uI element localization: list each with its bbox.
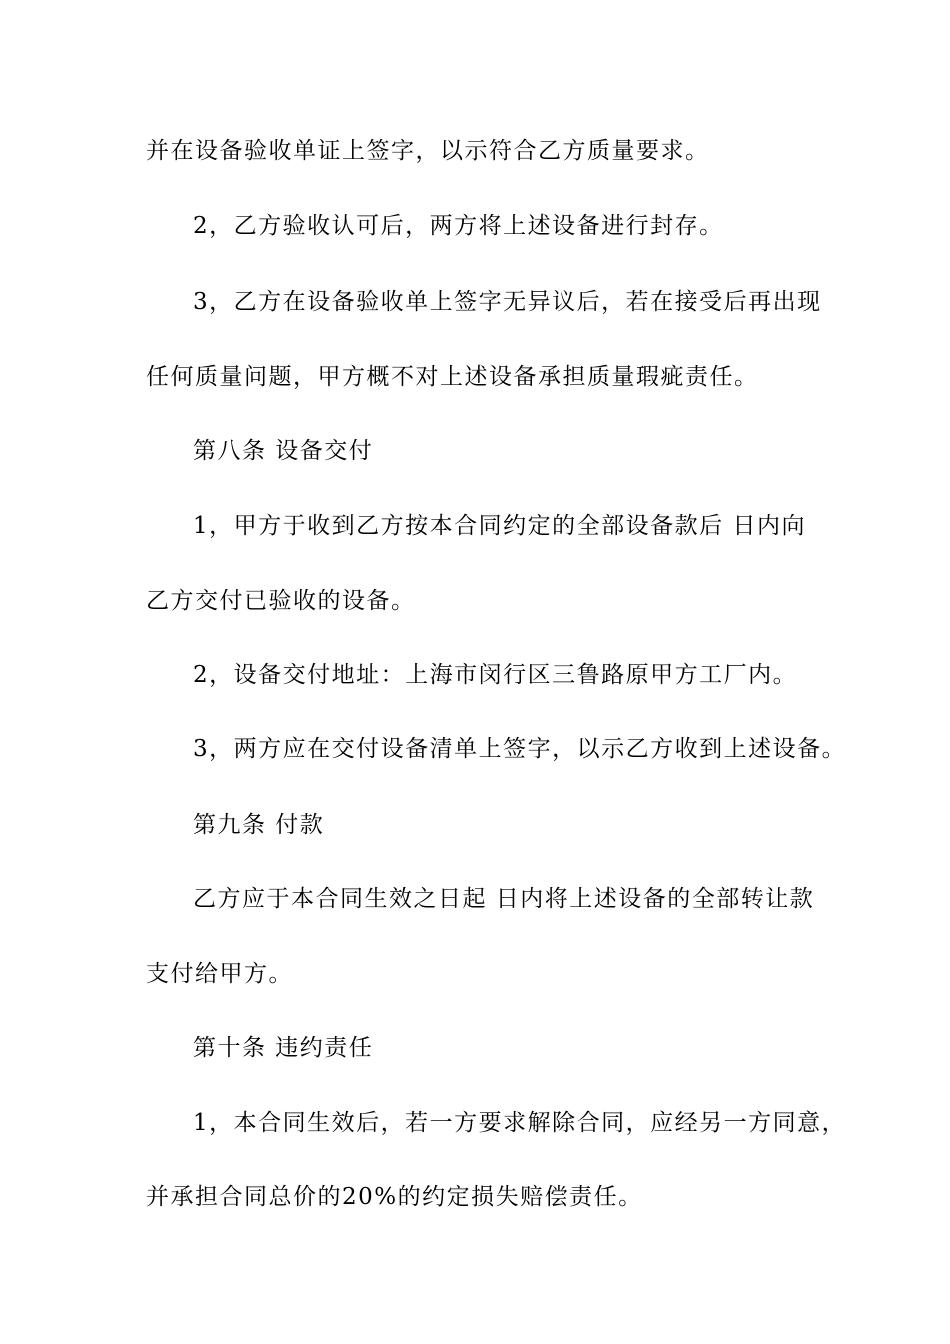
section-heading-article-10: 第十条 违约责任: [193, 1035, 374, 1061]
paragraph-clause-8-2: 2，设备交付地址：上海市闵行区三鲁路原甲方工厂内。: [193, 662, 798, 688]
paragraph-clause-7-2: 2，乙方验收认可后，两方将上述设备进行封存。: [193, 213, 724, 239]
paragraph-article-9-continued: 支付给甲方。: [146, 961, 293, 987]
paragraph-article-9: 乙方应于本合同生效之日起 日内将上述设备的全部转让款: [193, 886, 815, 912]
paragraph-line-continuation: 并在设备验收单证上签字，以示符合乙方质量要求。: [146, 138, 710, 164]
paragraph-clause-8-1-continued: 乙方交付已验收的设备。: [146, 588, 416, 614]
paragraph-clause-8-1: 1，甲方于收到乙方按本合同约定的全部设备款后 日内向: [193, 513, 806, 539]
paragraph-clause-7-3: 3，乙方在设备验收单上签字无异议后，若在接受后再出现: [193, 289, 822, 315]
section-heading-article-8: 第八条 设备交付: [193, 438, 374, 464]
section-heading-article-9: 第九条 付款: [193, 812, 325, 838]
paragraph-clause-7-3-continued: 任何质量问题，甲方概不对上述设备承担质量瑕疵责任。: [146, 364, 759, 390]
paragraph-clause-8-3: 3，两方应在交付设备清单上签字，以示乙方收到上述设备。: [193, 736, 847, 762]
paragraph-clause-10-1-continued: 并承担合同总价的20%的约定损失赔偿责任。: [146, 1184, 643, 1210]
paragraph-clause-10-1: 1，本合同生效后，若一方要求解除合同，应经另一方同意，: [193, 1110, 847, 1136]
